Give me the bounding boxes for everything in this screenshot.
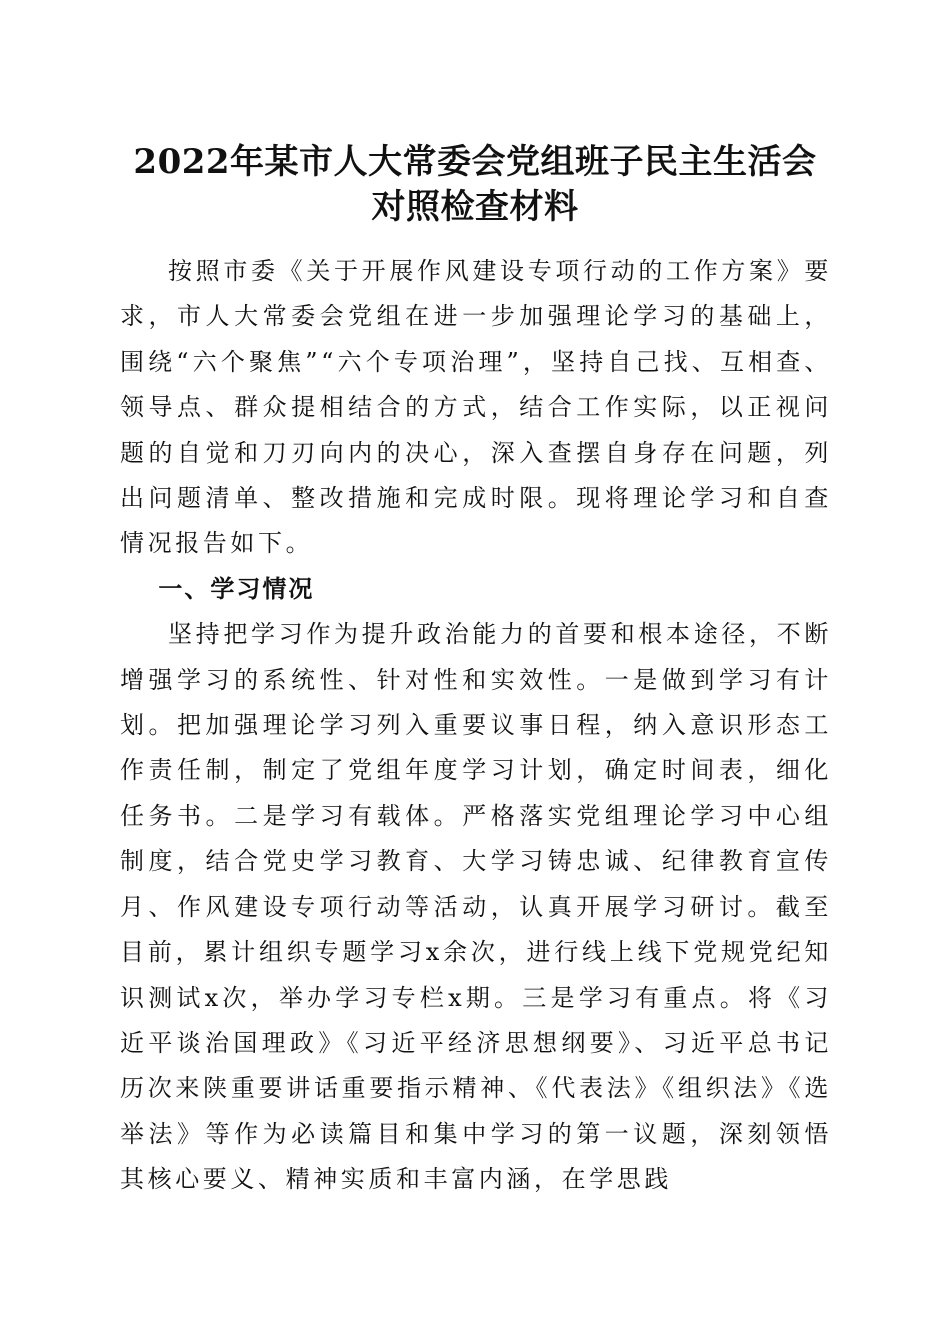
intro-paragraph: 按照市委《关于开展作风建设专项行动的工作方案》要求，市人大常委会党组在进一步加强理论学习的基础上，围绕“六个聚焦”“六个专项治理”，坚持自己找、互相查、领导点、群众提相结合的方式，结合工作实际，以正视问题的自觉和刀刃向内的决心，深入查摆自身存在问题，列出问题清单、整改措施和完成时限。现将理论学习和自查情况报告如下。: [120, 257, 832, 558]
section-heading-study: 一、学习情况: [158, 574, 315, 603]
document-title-line-1: 2022年某市人大常委会党组班子民主生活会: [133, 142, 817, 182]
document-title-line-2: 对照检查材料: [371, 187, 579, 227]
document-body: [120, 249, 832, 1203]
study-paragraph: 坚持把学习作为提升政治能力的首要和根本途径，不断增强学习的系统性、针对性和实效性。一是做到学习有计划。把加强理论学习列入重要议事日程，纳入意识形态工作责任制，制定了党组年度学习计划，确定时间表，细化任务书。二是学习有载体。严格落实党组理论学习中心组制度，结合党史学习教育、大学习铸忠诚、纪律教育宣传月、作风建设专项行动等活动，认真开展学习研讨。截至目前，累计组织专题学习x余次，进行线上线下党规党纪知识测试x次，举办学习专栏x期。三是学习有重点。将《习近平谈治国理政》《习近平经济思想纲要》、习近平总书记历次来陕重要讲话重要指示精神、《代表法》《组织法》《选举法》等作为必读篇目和集中学习的第一议题，深刻领悟其核心要义、精神实质和丰富内涵，在学思践: [120, 620, 832, 1194]
